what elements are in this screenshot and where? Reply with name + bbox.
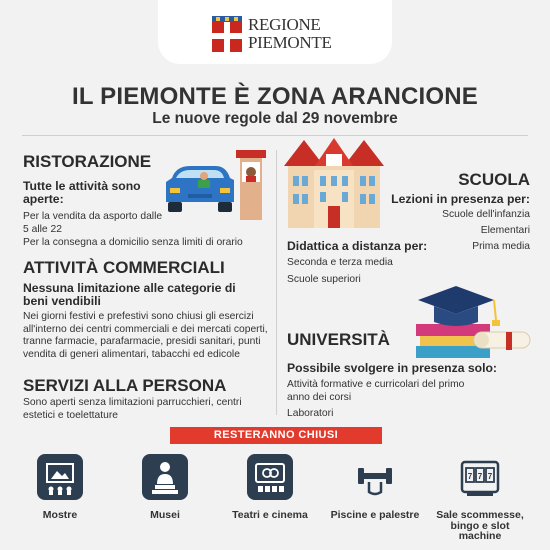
closed-item-label: Piscine e palestre: [330, 509, 420, 521]
commerciali-subheading: Nessuna limitazione alle categorie di beni vendibili: [23, 281, 236, 308]
svg-text:7: 7: [477, 472, 483, 481]
universita-item: Attività formative e curricolari del primo anno dei corsi: [287, 379, 465, 403]
closed-venues-row: [0, 454, 550, 544]
commerciali-body: Nei giorni festivi e prefestivi sono chiusi gli esercizi all'interno dei centri commerciali e dei mercati coperti, tranne farmacie, parafarmacie, presidi sanitari, punti vendita di generi alimentari, tabacchi ed edicole: [23, 311, 268, 360]
header-card: [158, 0, 392, 64]
ristorazione-subheading: Tutte le attività sono aperte:: [23, 179, 141, 206]
dumbbell-icon: [352, 454, 398, 500]
closed-item-label: Teatri e cinema: [232, 509, 308, 521]
servizi-heading: SERVIZI ALLA PERSONA: [23, 376, 227, 395]
closed-banner: RESTERANNO CHIUSI: [170, 427, 382, 444]
scuola-item: Prima media: [472, 241, 530, 252]
distanza-heading: Didattica a distanza per:: [287, 239, 428, 253]
ristorazione-heading: RISTORAZIONE: [23, 152, 152, 171]
divider: [22, 135, 528, 136]
scuola-item: Elementari: [480, 225, 530, 236]
page-title: IL PIEMONTE È ZONA ARANCIONE: [71, 83, 479, 110]
commerciali-heading: ATTIVITÀ COMMERCIALI: [23, 258, 225, 277]
drive-through-car-icon: [162, 146, 270, 226]
universita-heading: UNIVERSITÀ: [287, 330, 390, 349]
ristorazione-line2: Per la consegna a domicilio senza limiti di orario: [23, 237, 243, 248]
universita-item: Laboratori: [287, 408, 334, 419]
scuola-subheading: Lezioni in presenza per:: [391, 192, 530, 206]
svg-text:7: 7: [467, 472, 473, 481]
divider: [276, 150, 277, 415]
closed-item-label: Musei: [150, 509, 180, 521]
piemonte-shield-icon: [212, 16, 242, 52]
closed-item-label: Sale scommesse, bingo e slot machine: [436, 509, 524, 542]
distanza-item: Scuole superiori: [287, 274, 361, 285]
regione-piemonte-logo: [212, 14, 336, 54]
statue-icon: [142, 454, 188, 500]
distanza-item: Seconda e terza media: [287, 257, 393, 268]
logo-line2: PIEMONTE: [248, 33, 332, 52]
servizi-body: Sono aperti senza limitazioni parrucchieri, centri estetici e toelettature: [23, 397, 242, 421]
museum-exhibit-icon: [37, 454, 83, 500]
page-subtitle: Le nuove regole dal 29 novembre: [152, 110, 398, 127]
logo-line1: REGIONE: [248, 15, 321, 34]
universita-subheading: Possibile svolgere in presenza solo:: [287, 361, 497, 375]
closed-item-label: Mostre: [42, 509, 78, 521]
scuola-item: Scuole dell'infanzia: [442, 209, 530, 220]
ristorazione-line1: Per la vendita da asporto dalle 5 alle 22: [23, 211, 163, 235]
svg-text:7: 7: [487, 472, 493, 481]
scuola-heading: SCUOLA: [458, 170, 530, 189]
theater-cinema-icon: [247, 454, 293, 500]
school-building-icon: [282, 136, 386, 230]
graduation-cap-books-icon: [414, 284, 536, 360]
slot-machine-icon: [457, 454, 503, 500]
